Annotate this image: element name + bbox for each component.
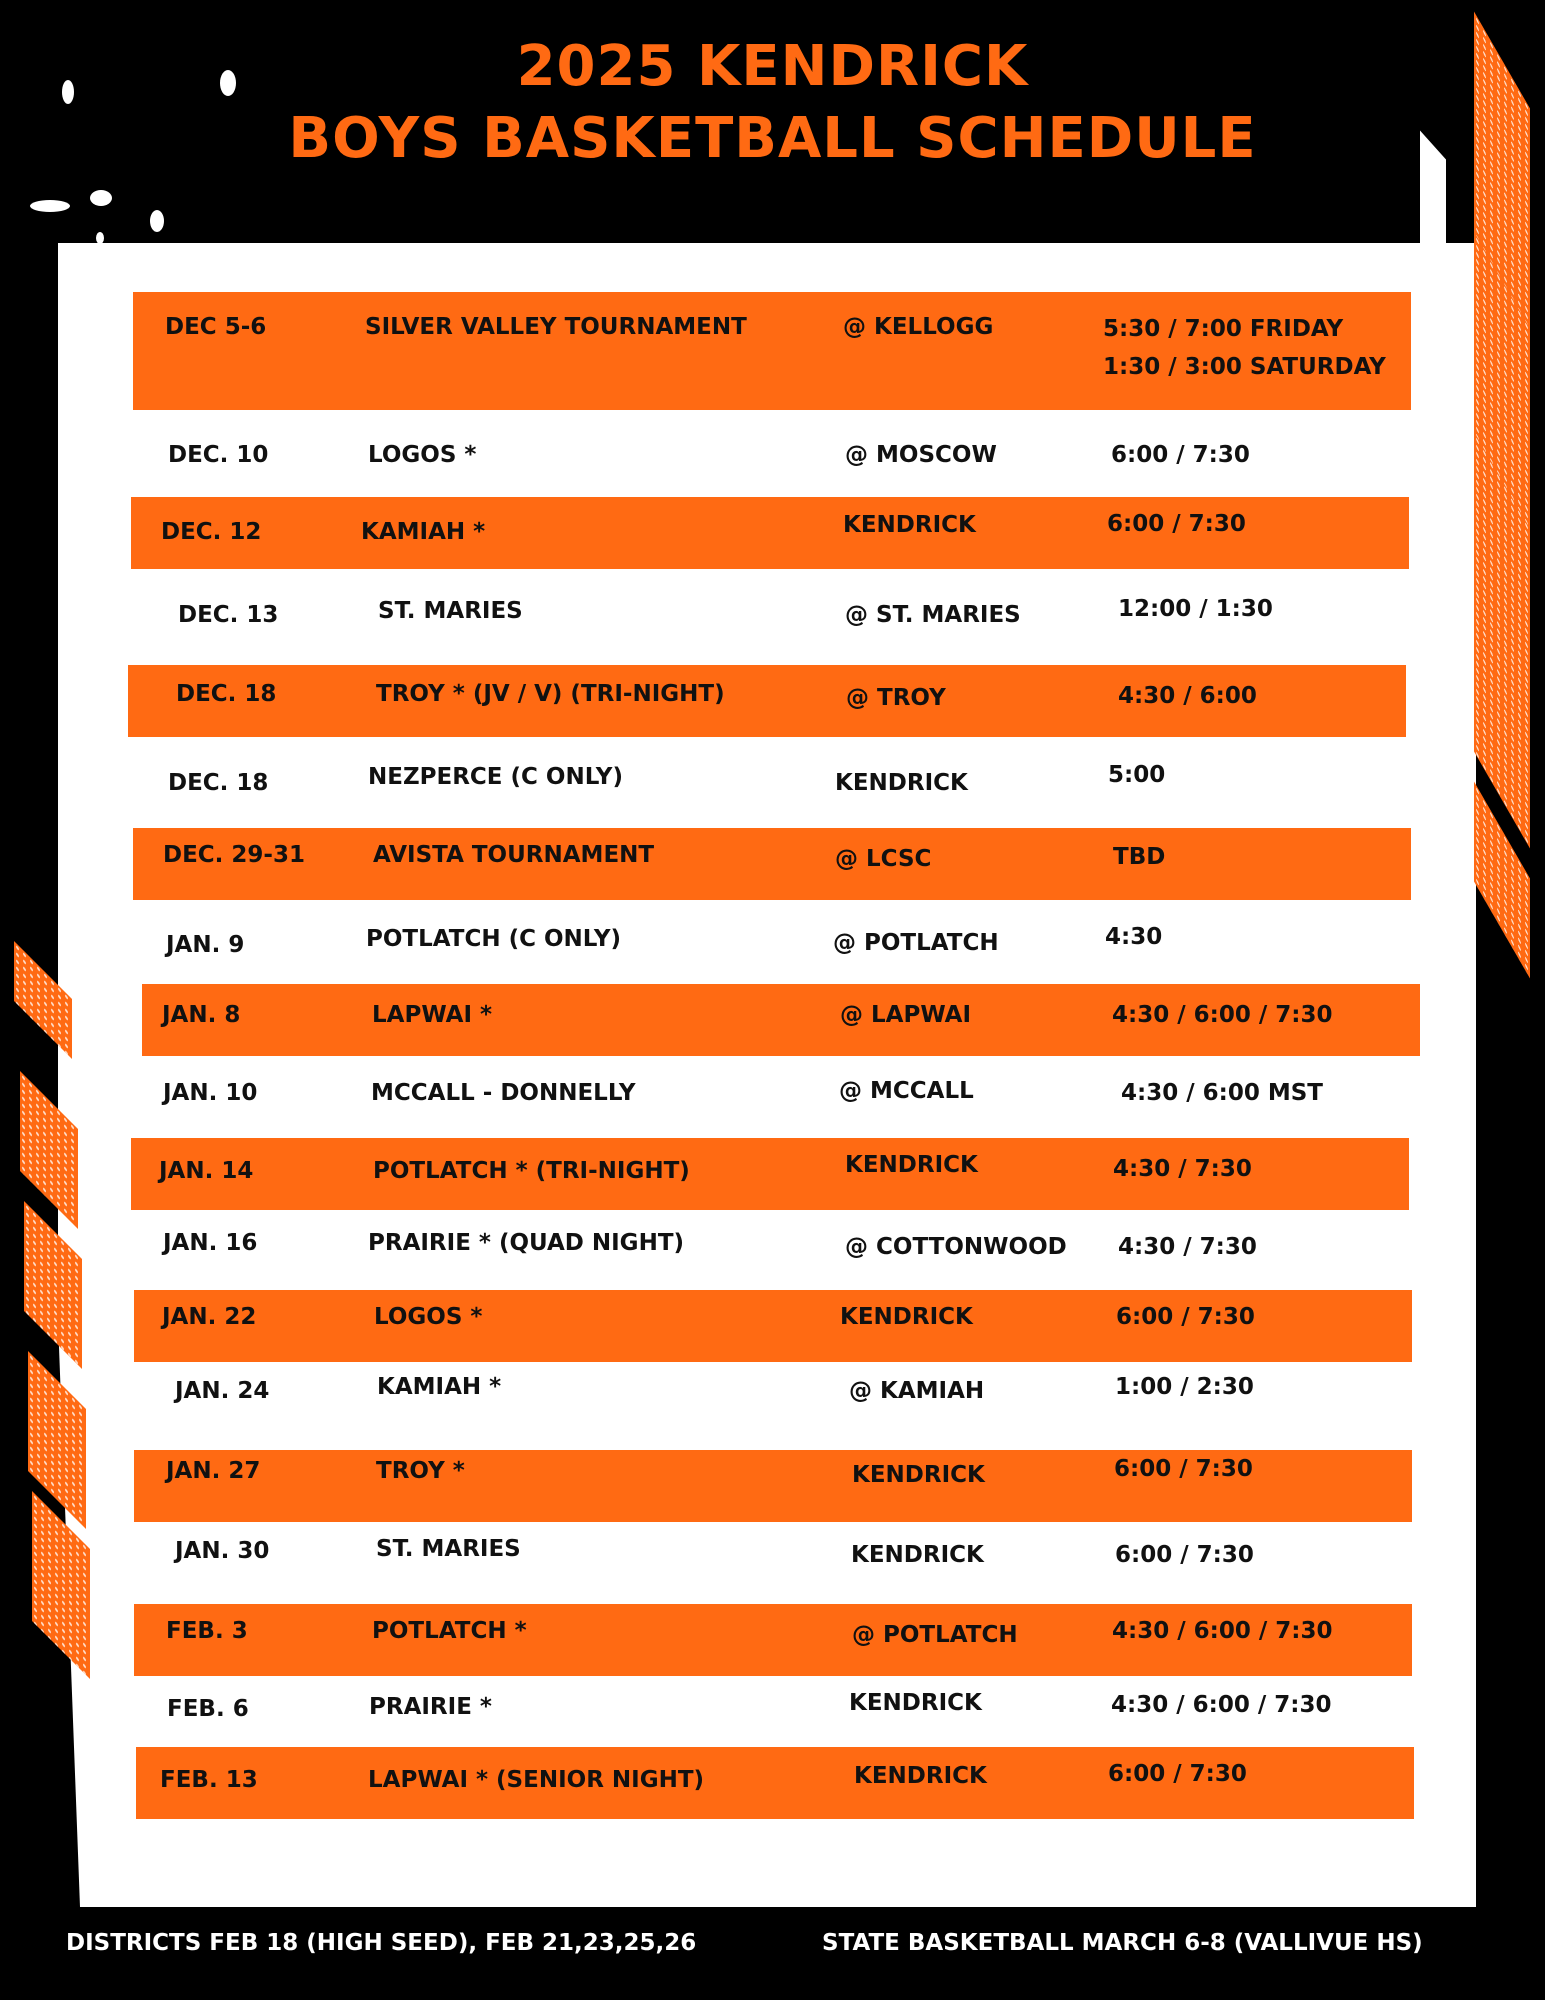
game-location: @ ST. MARIES <box>845 602 1021 628</box>
game-location: KENDRICK <box>852 1462 985 1488</box>
paint-splatter <box>30 200 70 212</box>
game-location: KENDRICK <box>854 1763 987 1789</box>
game-date: DEC. 10 <box>168 442 269 468</box>
game-time: TBD <box>1113 844 1166 870</box>
table-row <box>133 1366 1411 1438</box>
game-date: JAN. 22 <box>162 1304 257 1330</box>
game-opponent: LOGOS * <box>368 442 477 468</box>
game-time: 4:30 / 6:00 MST <box>1121 1080 1323 1106</box>
game-location: KENDRICK <box>840 1304 973 1330</box>
game-opponent: KAMIAH * <box>361 519 486 545</box>
game-time: 4:30 / 6:00 <box>1118 683 1257 709</box>
table-row <box>131 1138 1409 1210</box>
game-time: 4:30 / 6:00 / 7:30 <box>1112 1002 1333 1028</box>
game-time: 6:00 / 7:30 <box>1108 1761 1247 1787</box>
game-date: JAN. 27 <box>166 1458 261 1484</box>
game-location: @ LAPWAI <box>840 1002 972 1028</box>
game-date: DEC. 12 <box>161 519 262 545</box>
table-row <box>133 1064 1411 1136</box>
game-opponent: LOGOS * <box>374 1304 483 1330</box>
game-time: 5:00 <box>1108 762 1166 788</box>
table-row <box>133 580 1411 652</box>
game-time: 12:00 / 1:30 <box>1118 596 1273 622</box>
game-opponent: KAMIAH * <box>377 1374 502 1400</box>
game-date: FEB. 6 <box>167 1696 249 1722</box>
game-date: DEC. 29-31 <box>163 842 305 868</box>
game-date: JAN. 24 <box>175 1378 270 1404</box>
game-opponent: LAPWAI * <box>372 1002 493 1028</box>
game-location: @ LCSC <box>835 846 932 872</box>
game-location: @ POTLATCH <box>833 930 999 956</box>
state-tournament-note: STATE BASKETBALL MARCH 6-8 (VALLIVUE HS) <box>822 1930 1423 1956</box>
paint-splatter <box>90 190 112 206</box>
game-time: 4:30 / 7:30 <box>1118 1234 1257 1260</box>
game-date: FEB. 13 <box>160 1767 258 1793</box>
table-row <box>133 748 1411 820</box>
table-row <box>133 1222 1411 1294</box>
game-time: 4:30 / 7:30 <box>1113 1156 1252 1182</box>
game-location: @ KELLOGG <box>843 314 994 340</box>
game-location: @ POTLATCH <box>852 1622 1018 1648</box>
game-opponent: TROY * <box>376 1458 465 1484</box>
paint-splatter <box>150 210 164 232</box>
game-opponent: TROY * (JV / V) (TRI-NIGHT) <box>376 681 725 707</box>
game-date: DEC. 13 <box>178 602 279 628</box>
game-opponent: AVISTA TOURNAMENT <box>373 842 655 868</box>
paint-splatter <box>96 232 104 244</box>
table-row <box>134 1604 1412 1676</box>
table-row <box>131 497 1409 569</box>
game-location: KENDRICK <box>851 1542 984 1568</box>
game-time: 5:30 / 7:00 FRIDAY <box>1103 316 1344 342</box>
game-opponent: ST. MARIES <box>376 1536 521 1562</box>
game-location: KENDRICK <box>845 1152 978 1178</box>
game-date: JAN. 16 <box>163 1230 258 1256</box>
table-row <box>142 984 1420 1056</box>
game-date: JAN. 14 <box>159 1158 254 1184</box>
game-date: DEC. 18 <box>168 770 269 796</box>
game-date: JAN. 30 <box>175 1538 270 1564</box>
table-row <box>134 1450 1412 1522</box>
game-date: FEB. 3 <box>166 1618 248 1644</box>
game-time: 4:30 / 6:00 / 7:30 <box>1112 1618 1333 1644</box>
page-title-line2: BOYS BASKETBALL SCHEDULE <box>288 106 1257 171</box>
game-location: KENDRICK <box>849 1690 982 1716</box>
game-location: @ MOSCOW <box>845 442 997 468</box>
game-time: 4:30 / 6:00 / 7:30 <box>1111 1692 1332 1718</box>
game-date: DEC 5-6 <box>165 314 267 340</box>
decor-stripe <box>1420 131 1446 420</box>
table-row <box>128 665 1406 737</box>
game-date: JAN. 8 <box>162 1002 241 1028</box>
table-row <box>133 828 1411 900</box>
game-time: 6:00 / 7:30 <box>1111 442 1250 468</box>
table-row <box>136 1747 1414 1819</box>
game-time: 1:00 / 2:30 <box>1115 1374 1254 1400</box>
game-opponent: PRAIRIE * (QUAD NIGHT) <box>368 1230 685 1256</box>
game-time-secondary: 1:30 / 3:00 SATURDAY <box>1103 354 1386 380</box>
game-location: @ TROY <box>846 685 946 711</box>
game-date: JAN. 10 <box>163 1080 258 1106</box>
districts-note: DISTRICTS FEB 18 (HIGH SEED), FEB 21,23,25,26 <box>66 1930 697 1956</box>
game-time: 6:00 / 7:30 <box>1115 1542 1254 1568</box>
game-opponent: POTLATCH (C ONLY) <box>366 926 622 952</box>
game-opponent: MCCALL - DONNELLY <box>371 1080 636 1106</box>
table-row <box>133 1536 1411 1608</box>
game-opponent: ST. MARIES <box>378 598 523 624</box>
game-opponent: POTLATCH * <box>372 1618 527 1644</box>
table-row <box>134 1290 1412 1362</box>
game-date: JAN. 9 <box>166 932 245 958</box>
table-row <box>133 420 1411 492</box>
game-location: KENDRICK <box>843 512 976 538</box>
game-location: @ MCCALL <box>839 1078 974 1104</box>
game-time: 6:00 / 7:30 <box>1107 511 1246 537</box>
table-row <box>133 910 1411 982</box>
table-row <box>133 292 1411 410</box>
game-location: @ KAMIAH <box>849 1378 985 1404</box>
game-time: 6:00 / 7:30 <box>1114 1456 1253 1482</box>
game-date: DEC. 18 <box>176 681 277 707</box>
game-opponent: PRAIRIE * <box>369 1694 492 1720</box>
game-opponent: POTLATCH * (TRI-NIGHT) <box>373 1158 690 1184</box>
game-opponent: NEZPERCE (C ONLY) <box>368 764 623 790</box>
game-opponent: SILVER VALLEY TOURNAMENT <box>365 314 747 340</box>
game-location: @ COTTONWOOD <box>845 1234 1067 1260</box>
game-time: 4:30 <box>1105 924 1163 950</box>
game-time: 6:00 / 7:30 <box>1116 1304 1255 1330</box>
game-location: KENDRICK <box>835 770 968 796</box>
game-opponent: LAPWAI * (SENIOR NIGHT) <box>368 1767 705 1793</box>
page-title-line1: 2025 KENDRICK <box>516 34 1029 99</box>
